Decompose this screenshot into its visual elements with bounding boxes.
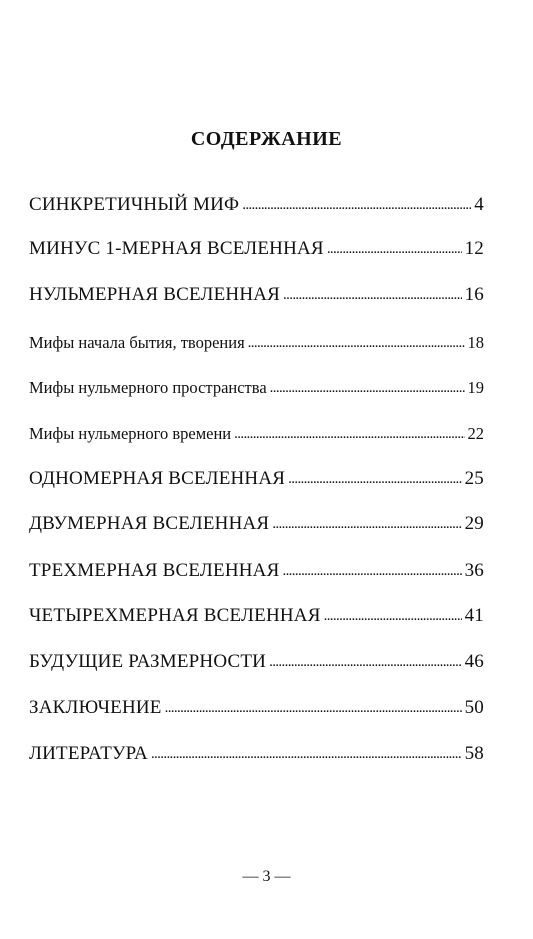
toc-entry-page: 18 <box>467 333 484 352</box>
toc-entry[interactable] <box>29 468 484 490</box>
dot-leader <box>327 237 462 259</box>
toc-entry-page: 25 <box>464 468 484 489</box>
dot-leader <box>272 512 461 534</box>
toc-entry[interactable] <box>29 560 484 582</box>
toc-entry-label: ОДНОМЕРНАЯ ВСЕЛЕННАЯ <box>29 468 286 489</box>
toc-entry-label: Мифы нульмерного времени <box>29 424 232 443</box>
toc-entry[interactable] <box>29 513 484 535</box>
toc-entry-page: 22 <box>467 424 484 443</box>
dot-leader <box>269 650 461 672</box>
toc-entry-label: ДВУМЕРНАЯ ВСЕЛЕННАЯ <box>29 513 270 534</box>
dot-leader <box>324 604 462 626</box>
toc-entry-label: БУДУЩИЕ РАЗМЕРНОСТИ <box>29 651 267 672</box>
dot-leader <box>242 193 471 215</box>
toc-entry-page: 46 <box>464 651 484 672</box>
toc-entry-page: 36 <box>464 560 484 581</box>
dot-leader <box>248 332 465 352</box>
toc-entry-label: НУЛЬМЕРНАЯ ВСЕЛЕННАЯ <box>29 284 281 305</box>
dot-leader <box>283 283 462 305</box>
toc-entry-label: ЧЕТЫРЕХМЕРНАЯ ВСЕЛЕННАЯ <box>29 605 321 626</box>
toc-entry-page: 12 <box>464 238 484 259</box>
toc-entry[interactable] <box>29 605 484 627</box>
toc-entry-page: 4 <box>474 194 484 215</box>
toc-entry-page: 58 <box>464 743 484 764</box>
toc-entry-label: Мифы начала бытия, творения <box>29 333 245 352</box>
toc-entry[interactable] <box>29 743 484 765</box>
dot-leader <box>151 742 462 764</box>
toc-entry[interactable] <box>29 424 484 444</box>
toc-entry[interactable] <box>29 378 484 398</box>
toc-entry[interactable] <box>29 333 484 353</box>
toc-entry-page: 16 <box>464 284 484 305</box>
toc-entry[interactable] <box>29 651 484 673</box>
toc-entry-label: ТРЕХМЕРНАЯ ВСЕЛЕННАЯ <box>29 560 280 581</box>
dot-leader <box>282 559 461 581</box>
toc-entry-label: ЗАКЛЮЧЕНИЕ <box>29 697 162 718</box>
toc-entry-page: 50 <box>464 697 484 718</box>
dot-leader <box>234 423 464 443</box>
toc-entry[interactable] <box>29 284 484 306</box>
toc-entry[interactable] <box>29 697 484 719</box>
toc-entry-page: 41 <box>464 605 484 626</box>
dot-leader <box>165 696 462 718</box>
toc-title: СОДЕРЖАНИЕ <box>190 128 343 150</box>
toc-entry-label: СИНКРЕТИЧНЫЙ МИФ <box>29 194 240 215</box>
dot-leader <box>288 467 461 489</box>
toc-entry-label: ЛИТЕРАТУРА <box>29 743 148 764</box>
toc-entry-label: МИНУС 1-МЕРНАЯ ВСЕЛЕННАЯ <box>29 238 324 259</box>
toc-entry-page: 29 <box>464 513 484 534</box>
page-number: — 3 — <box>242 868 291 885</box>
toc-entry-label: Мифы нульмерного пространства <box>29 378 267 397</box>
toc-entry[interactable] <box>29 238 484 260</box>
toc-entry-page: 19 <box>467 378 484 397</box>
toc-entry[interactable] <box>29 194 484 216</box>
dot-leader <box>270 377 465 397</box>
